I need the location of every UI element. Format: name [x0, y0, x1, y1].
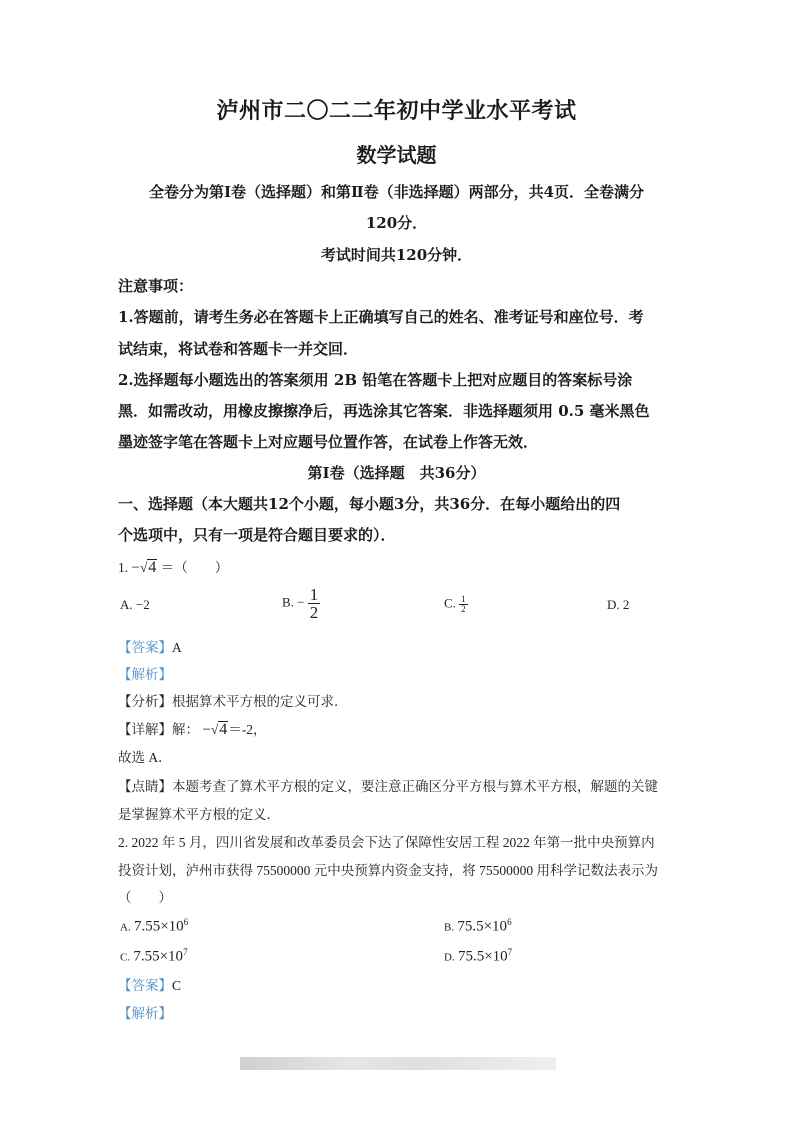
numerator: 1	[309, 585, 319, 604]
option-base: 75.5×10	[457, 948, 508, 965]
question-1-minus: −	[131, 560, 140, 576]
section-desc-line-2: 个选项中，只有一项是符合题目要求的）．	[118, 526, 396, 544]
answer-value: A	[172, 640, 182, 655]
comment-tag: 【点睛】	[118, 779, 172, 794]
q1-comment-line-1	[118, 775, 678, 795]
intro-line-1: 全卷分为第Ⅰ卷（选择题）和第Ⅱ卷（非选择题）两部分，共4页．全卷满分	[148, 183, 645, 201]
exam-title: 泸州市二〇二二年初中学业水平考试	[216, 98, 577, 124]
q1-comment-line-2: 是掌握算术平方根的定义．	[118, 807, 280, 822]
fraction	[459, 595, 468, 614]
notice-heading: 注意事项：	[118, 277, 194, 295]
q1-option-c	[444, 595, 468, 614]
sqrt-symbol: √4	[210, 721, 228, 738]
q2-option-c	[120, 947, 188, 965]
notice-item-2-line-2: 黑．如需改动，用橡皮擦擦净后，再选涂其它答案．非选择题须用 0.5 毫米黑色	[118, 402, 650, 420]
comment-text: 本题考查了算术平方根的定义，要注意正确区分平方根与算术平方根，解题的关键	[172, 779, 658, 794]
denominator: 2	[309, 603, 319, 622]
option-label: D.	[444, 951, 455, 964]
q2-stem-line-3: （ ）	[118, 890, 172, 905]
notice-item-2-line-3: 墨迹签字笔在答题卡上对应题号位置作答，在试卷上作答无效．	[118, 433, 539, 451]
q2-stem-line-2: 投资计划，泸州市获得 75500000 元中央预算内资金支持，将 75500000 用科学记数法表示为	[118, 863, 658, 878]
q1-option-a	[120, 597, 150, 613]
detail-tag: 【详解】	[118, 722, 172, 737]
option-label: A.	[120, 597, 133, 612]
option-exponent: 6	[183, 917, 189, 927]
option-value: 2	[622, 597, 630, 612]
option-label: A.	[120, 921, 131, 934]
option-base: 75.5×10	[457, 918, 508, 935]
section-desc-line-1: 一、选择题（本大题共12个小题，每小题3分，共36分．在每小题给出的四	[118, 495, 621, 513]
detail-result: ＝-2，	[228, 722, 267, 737]
q2-option-b	[444, 917, 512, 935]
notice-item-2-line-1: 2.选择题每小题选出的答案须用 2B 铅笔在答题卡上把对应题目的答案标号涂	[118, 371, 633, 389]
q2-stem-line-1: 2. 2022 年 5 月，四川省发展和改革委员会下达了保障性安居工程 2022 年第一批中央预算内	[118, 835, 655, 850]
answer-tag: 【答案】	[118, 640, 172, 655]
q1-option-b	[282, 586, 320, 621]
intro-line-2: 120分．	[365, 214, 428, 232]
q2-answer	[118, 974, 678, 994]
option-exponent: 6	[507, 917, 512, 927]
q1-analysis-tag: 【解析】	[118, 667, 172, 682]
question-1-suffix: ＝（ ）	[160, 560, 229, 575]
q1-fenxi	[118, 690, 678, 710]
answer-value: C	[172, 978, 182, 993]
fraction	[308, 586, 321, 621]
q1-detail	[118, 718, 678, 739]
q1-conclusion: 故选 A．	[118, 750, 172, 765]
q1-option-d	[607, 597, 629, 613]
notice-item-1-line-1: 1.答题前，请考生务必在答题卡上正确填写自己的姓名、准考证号和座位号．考	[118, 308, 644, 326]
sqrt-symbol: √4	[139, 559, 157, 576]
denominator: 2	[461, 604, 466, 614]
option-label: D.	[607, 597, 620, 612]
option-sign: −	[297, 594, 305, 610]
question-1-number: 1.	[118, 560, 129, 575]
blurred-footer-bar	[240, 1057, 556, 1070]
q2-option-d	[444, 947, 512, 965]
question-1-stem	[118, 556, 678, 577]
exam-time: 考试时间共120分钟．	[320, 246, 473, 264]
q1-answer	[118, 636, 678, 656]
option-exponent: 7	[183, 947, 188, 957]
option-label: B.	[444, 921, 455, 934]
option-label: B.	[282, 594, 294, 610]
option-label: C.	[444, 595, 456, 611]
fenxi-text: 根据算术平方根的定义可求．	[172, 694, 348, 709]
exam-subtitle: 数学试题	[356, 143, 437, 167]
notice-item-1-line-2: 试结束，将试卷和答题卡一并交回．	[118, 340, 359, 358]
option-exponent: 7	[507, 947, 513, 957]
option-base: 7.55×10	[133, 918, 184, 935]
detail-radicand: 4	[219, 721, 228, 738]
detail-minus: −	[202, 722, 211, 738]
numerator: 1	[461, 594, 466, 604]
q2-option-a	[120, 917, 188, 935]
fenxi-tag: 【分析】	[118, 694, 172, 709]
option-label: C.	[120, 951, 131, 964]
answer-tag: 【答案】	[118, 978, 172, 993]
detail-prefix: 解：	[172, 722, 199, 737]
question-1-radicand: 4	[148, 559, 157, 576]
option-value: −2	[135, 597, 150, 612]
section-title: 第Ⅰ卷（选择题 共36分）	[307, 464, 486, 482]
q2-analysis-tag: 【解析】	[118, 1006, 172, 1021]
option-base: 7.55×10	[133, 948, 184, 965]
